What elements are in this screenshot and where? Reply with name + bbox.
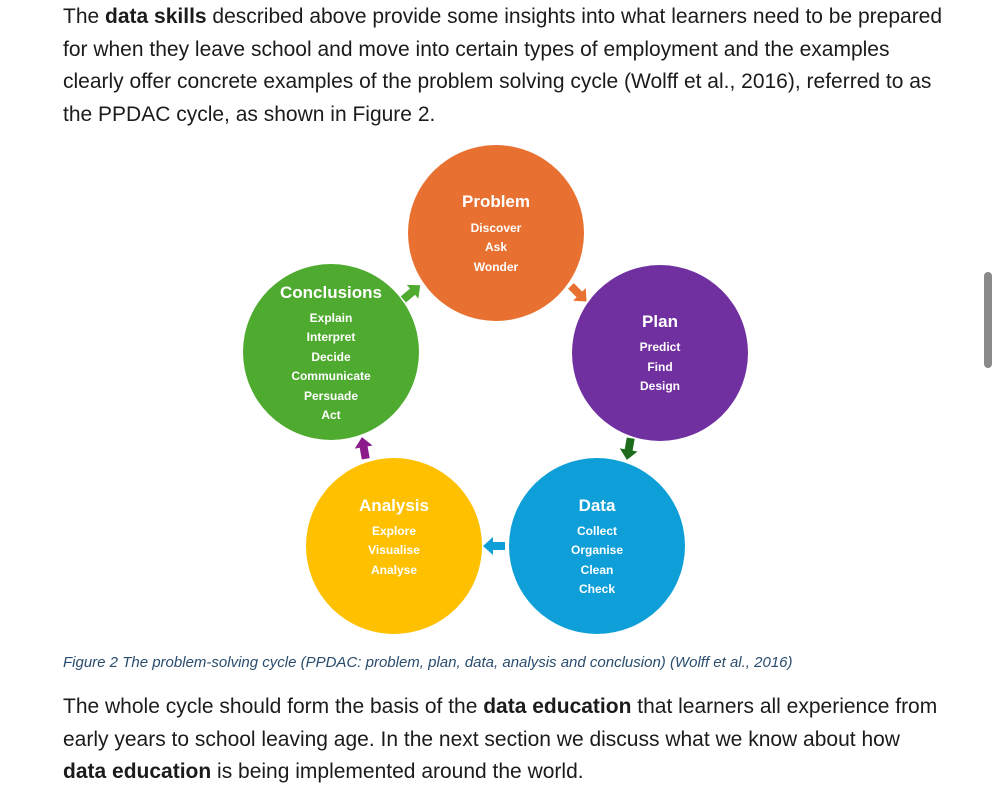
outro-bold-data-education-2: data education — [63, 760, 212, 783]
stage-problem-item: Wonder — [473, 260, 519, 274]
stage-data-item: Clean — [580, 563, 614, 577]
stage-problem-item: Ask — [484, 240, 508, 254]
arrow-plan-to-data — [618, 437, 640, 462]
stage-analysis-title: Analysis — [359, 496, 429, 515]
stage-analysis-item: Visualise — [368, 543, 420, 557]
stage-data-item: Check — [578, 582, 616, 596]
intro-bold-data-skills: data skills — [105, 5, 207, 28]
stage-analysis — [306, 458, 482, 634]
stage-plan-item: Predict — [639, 340, 681, 354]
outro-paragraph — [63, 691, 943, 789]
stage-plan-item: Design — [639, 379, 681, 393]
stage-problem-title: Problem — [461, 192, 531, 211]
stage-conclusions-item: Explain — [309, 311, 353, 325]
scrollbar-thumb[interactable] — [984, 272, 992, 368]
stage-plan — [572, 265, 748, 441]
stage-data-title: Data — [578, 496, 616, 515]
stage-data — [509, 458, 685, 634]
stage-plan-title: Plan — [642, 312, 678, 331]
outro-text-3: is being implemented around the world. — [211, 760, 584, 783]
stage-conclusions-item: Act — [321, 408, 341, 422]
arrow-analysis-to-conclusions — [353, 436, 375, 461]
stage-conclusions-item: Interpret — [306, 330, 356, 344]
stage-analysis-item: Explore — [371, 524, 417, 538]
stage-conclusions-item: Communicate — [291, 369, 371, 383]
outro-text-2: that learners all experience from early years to school leaving age. In the next section we discuss what we know about how — [63, 695, 938, 751]
stage-problem — [408, 145, 584, 321]
stage-analysis-item: Analyse — [370, 563, 418, 577]
stage-data-item: Collect — [576, 524, 618, 538]
outro-text-1: The whole cycle should form the basis of the — [63, 695, 484, 718]
outro-bold-data-education: data education — [483, 695, 632, 718]
stage-conclusions-item: Persuade — [303, 389, 359, 403]
stage-plan-item: Find — [647, 360, 673, 374]
stage-conclusions-title: Conclusions — [279, 283, 383, 302]
intro-text-1: The — [63, 5, 106, 28]
stage-data-item: Organise — [570, 543, 624, 557]
stage-conclusions-item: Decide — [311, 350, 351, 364]
intro-text-2: described above provide some insights into what learners need to be prepared for when they leave school and move into certain types of employment and the examples clearly offer concrete examples of the problem solving cycle (Wolff et al., 2016), referred to as the PPDAC cycle, as shown in Figure 2. — [63, 5, 943, 126]
stage-problem-item: Discover — [470, 221, 522, 235]
stage-conclusions — [243, 264, 419, 440]
arrow-data-to-analysis — [483, 537, 505, 555]
figure-caption: Figure 2 The problem-solving cycle (PPDAC: problem, plan, data, analysis and conclusion) (Wolff et al., 2016) — [63, 654, 793, 671]
